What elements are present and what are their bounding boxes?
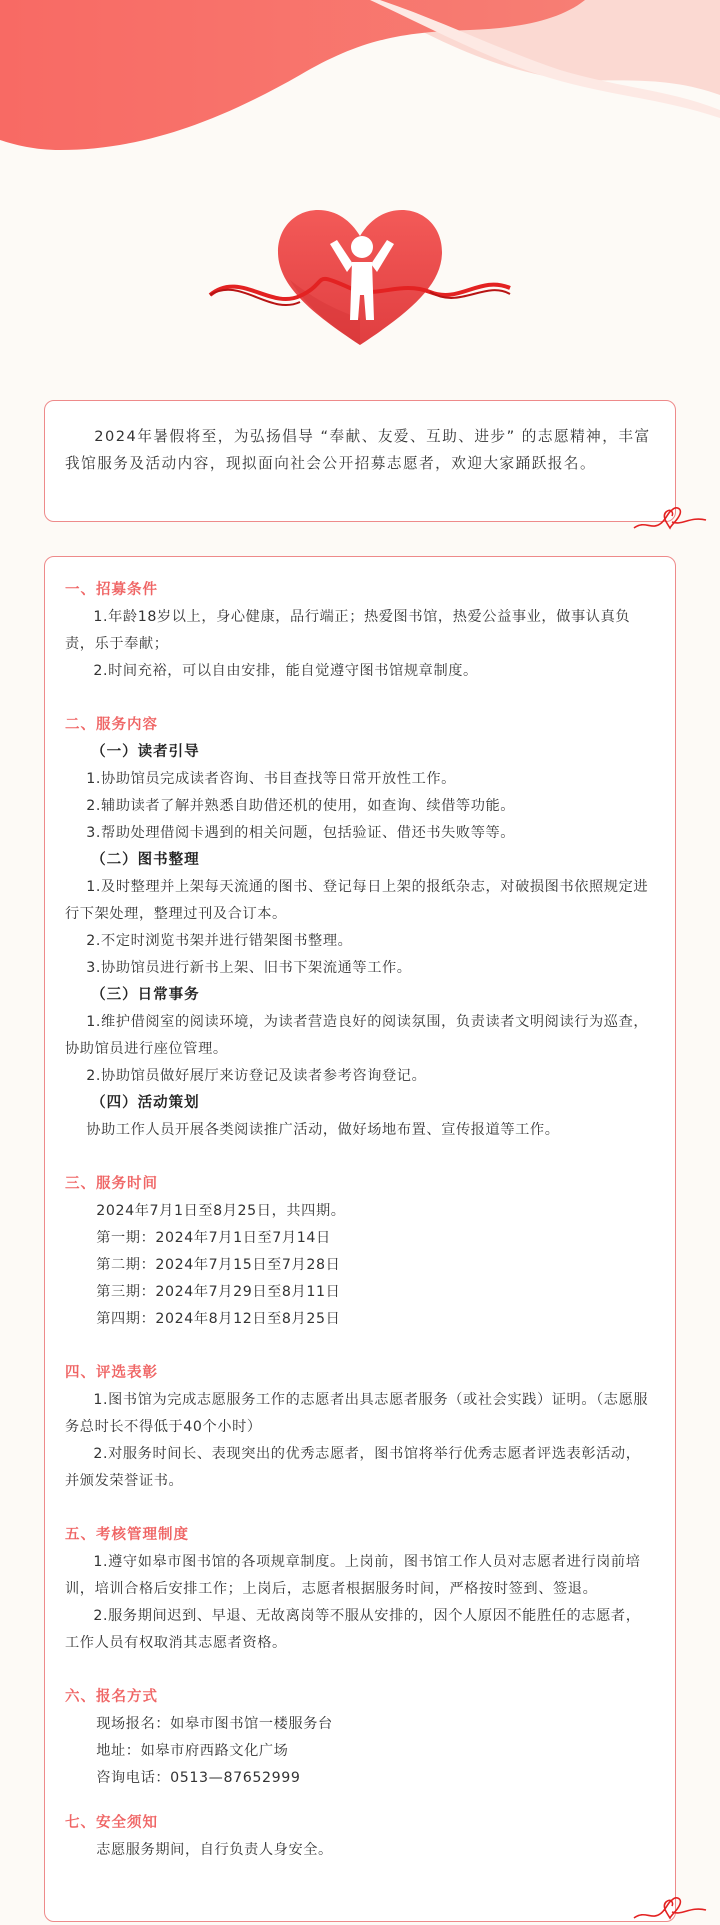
intro-text: 2024年暑假将至，为弘扬倡导 “奉献、友爱、互助、进步” 的志愿精神，丰富我馆服务及活动内容，现拟面向社会公开招募志愿者，欢迎大家踊跃报名。 [65, 428, 651, 472]
service-period-3: 第三期：2024年7月29日至8月11日 [96, 1284, 341, 1300]
daily-affairs-item-1: 1.维护借阅室的阅读环境，为读者营造良好的阅读氛围，负责读者文明阅读行为巡查，协助馆员进行座位管理。 [65, 1014, 649, 1057]
reader-guide-item-3: 3.帮助处理借阅卡遇到的相关问题，包括验证、借还书失败等等。 [86, 825, 516, 841]
subsection-title-daily-affairs: （三）日常事务 [91, 987, 200, 1003]
subsection-title-reader-guide: （一）读者引导 [91, 744, 200, 760]
ribbon-heart-icon [632, 500, 708, 534]
awards-item-2: 2.对服务时间长、表现突出的优秀志愿者，图书馆将举行优秀志愿者评选表彰活动，并颁发荣誉证书。 [65, 1446, 641, 1489]
registration-onsite: 现场报名：如皋市图书馆一楼服务台 [96, 1716, 333, 1732]
ribbon-heart-bottom-icon [632, 1890, 708, 1924]
book-sorting-item-2: 2.不定时浏览书架并进行错架图书整理。 [86, 933, 353, 949]
volunteer-heart-icon [200, 200, 520, 350]
safety-notice: 志愿服务期间，自行负责人身安全。 [96, 1842, 333, 1858]
section-title-management: 五、考核管理制度 [65, 1527, 189, 1543]
service-time-summary: 2024年7月1日至8月25日，共四期。 [96, 1203, 346, 1219]
reader-guide-item-1: 1.协助馆员完成读者咨询、书目查找等日常开放性工作。 [86, 771, 456, 787]
section-title-safety: 七、安全须知 [65, 1815, 158, 1831]
management-item-2: 2.服务期间迟到、早退、无故离岗等不服从安排的，因个人原因不能胜任的志愿者，工作人员有权取消其志愿者资格。 [65, 1608, 641, 1651]
section-title-registration: 六、报名方式 [65, 1689, 158, 1705]
service-period-2: 第二期：2024年7月15日至7月28日 [96, 1257, 341, 1273]
event-planning-item-1: 协助工作人员开展各类阅读推广活动，做好场地布置、宣传报道等工作。 [86, 1122, 560, 1138]
main-content-card [44, 556, 676, 1922]
reader-guide-item-2: 2.辅助读者了解并熟悉自助借还机的使用，如查询、续借等功能。 [86, 798, 516, 814]
subsection-title-event-planning: （四）活动策划 [91, 1095, 200, 1111]
top-wave-decoration [0, 0, 720, 200]
subsection-title-book-sorting: （二）图书整理 [91, 852, 200, 868]
section-title-awards: 四、评选表彰 [65, 1365, 158, 1381]
intro-card [44, 400, 676, 522]
recruitment-item-1: 1.年龄18岁以上，身心健康，品行端正；热爱图书馆，热爱公益事业，做事认真负责，乐于奉献； [65, 609, 631, 652]
section-title-service: 二、服务内容 [65, 717, 158, 733]
registration-phone: 咨询电话：0513—87652999 [96, 1770, 301, 1786]
section-title-service-time: 三、服务时间 [65, 1176, 158, 1192]
section-title-recruitment: 一、招募条件 [65, 582, 158, 598]
daily-affairs-item-2: 2.协助馆员做好展厅来访登记及读者参考咨询登记。 [86, 1068, 427, 1084]
registration-address: 地址：如皋市府西路文化广场 [96, 1743, 289, 1759]
service-period-4: 第四期：2024年8月12日至8月25日 [96, 1311, 341, 1327]
awards-item-1: 1.图书馆为完成志愿服务工作的志愿者出具志愿者服务（或社会实践）证明。（志愿服务总时长不得低于40个小时） [65, 1392, 649, 1435]
book-sorting-item-3: 3.协助馆员进行新书上架、旧书下架流通等工作。 [86, 960, 412, 976]
recruitment-item-2: 2.时间充裕，可以自由安排，能自觉遵守图书馆规章制度。 [93, 663, 478, 679]
book-sorting-item-1: 1.及时整理并上架每天流通的图书、登记每日上架的报纸杂志，对破损图书依照规定进行下架处理，整理过刊及合订本。 [65, 879, 649, 922]
management-item-1: 1.遵守如皋市图书馆的各项规章制度。上岗前，图书馆工作人员对志愿者进行岗前培训，培训合格后安排工作；上岗后，志愿者根据服务时间，严格按时签到、签退。 [65, 1554, 641, 1597]
service-period-1: 第一期：2024年7月1日至7月14日 [96, 1230, 331, 1246]
